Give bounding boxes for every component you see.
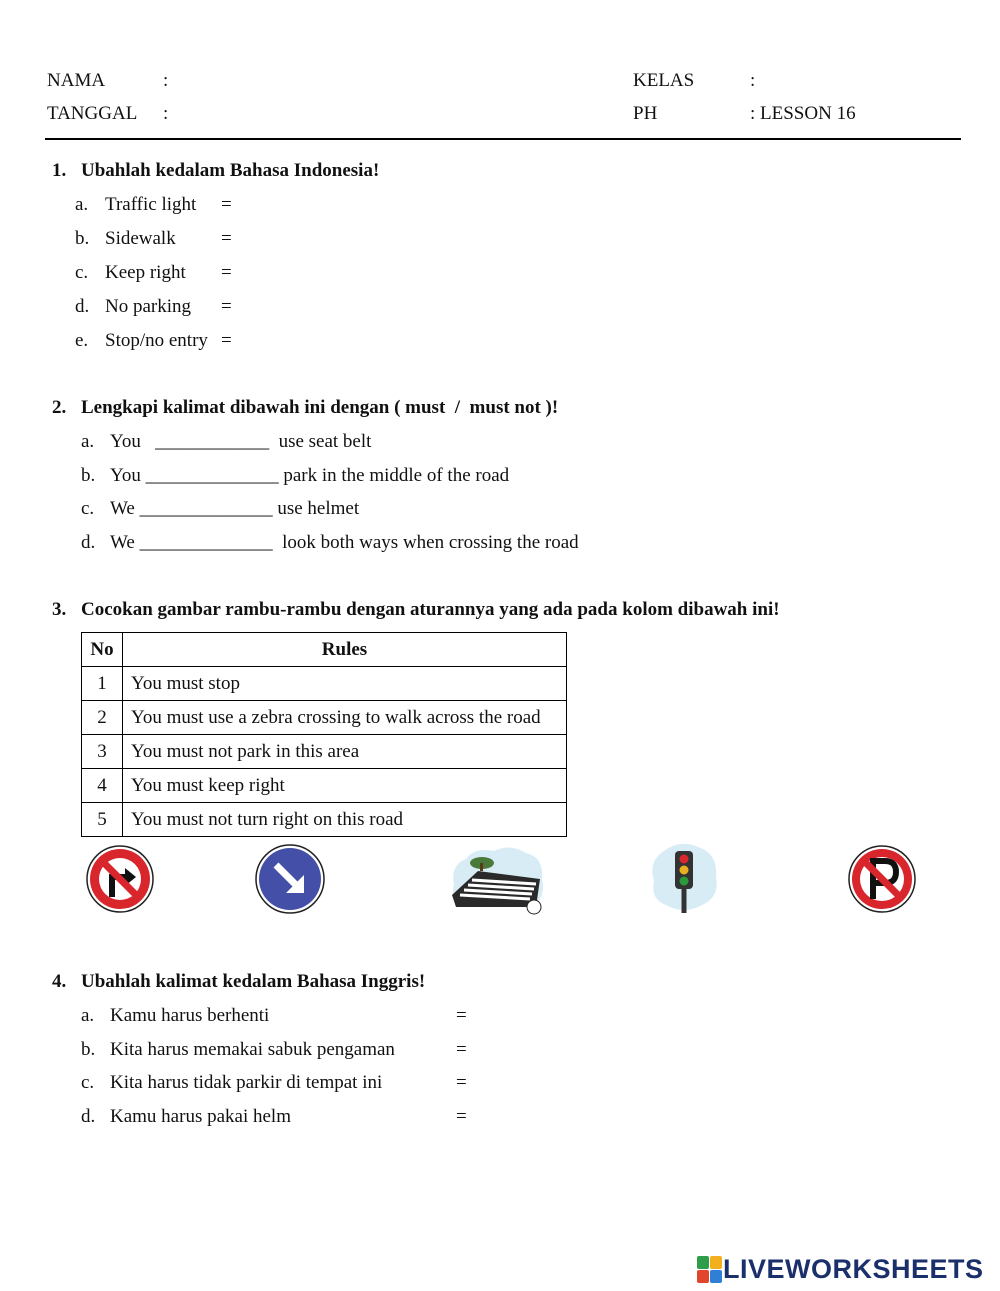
q2-item-text: We ______________ look both ways when crossing the road [110,532,579,553]
tanggal-label: TANGGAL [47,103,138,124]
q4-item-letter: b. [81,1039,96,1060]
kelas-colon: : [750,70,756,91]
q1-item-equals: = [221,330,232,351]
traffic-light-icon [646,841,722,917]
liveworksheets-logo [697,1254,984,1285]
q1-item-equals: = [221,262,232,283]
liveworksheets-logo-icon [697,1256,723,1284]
q1-item-letter: d. [75,296,90,317]
table-header-no: No [82,633,123,667]
q1-item-equals: = [221,228,232,249]
q1-item-equals: = [221,296,232,317]
table-row [82,803,567,837]
table-row [82,769,567,803]
table-row [82,701,567,735]
q4-item-text: Kita harus tidak parkir di tempat ini [110,1072,383,1093]
q1-item-text: Keep right [105,262,186,283]
q4-number: 4. [52,971,67,992]
no-right-turn-sign-icon [82,843,158,915]
q1-item-text: No parking [105,296,192,317]
q2-number: 2. [52,397,67,418]
nama-colon: : [163,70,169,91]
q1-item-letter: e. [75,330,89,351]
table-cell-no: 1 [82,667,123,701]
tanggal-colon: : [163,103,169,124]
table-row [82,735,567,769]
q4-item-equals: = [456,1005,467,1026]
q1-item-text: Stop/no entry [105,330,208,351]
table-header-rules: Rules [123,633,567,667]
q2-item-text: You ____________ use seat belt [110,431,372,452]
kelas-label: KELAS [633,70,695,91]
table-header-row [82,633,567,667]
q1-item-text: Sidewalk [105,228,176,249]
table-cell-no: 5 [82,803,123,837]
no-parking-sign-icon [844,843,920,915]
q2-title: Lengkapi kalimat dibawah ini dengan ( must / must not )! [81,397,559,418]
q4-item-equals: = [456,1039,467,1060]
q4-item-text: Kamu harus berhenti [110,1005,270,1026]
table-cell-rule: You must not turn right on this road [123,803,567,837]
nama-label: NAMA [47,70,106,91]
q4-item-letter: c. [81,1072,95,1093]
q2-item-letter: b. [81,465,96,486]
table-cell-rule: You must stop [123,667,567,701]
q2-item-text: We ______________ use helmet [110,498,360,519]
table-cell-no: 3 [82,735,123,769]
q1-item-equals: = [221,194,232,215]
table-cell-no: 2 [82,701,123,735]
q1-item-letter: b. [75,228,90,249]
header-divider [45,138,961,140]
q1-title: Ubahlah kedalam Bahasa Indonesia! [81,160,380,181]
q1-item-letter: a. [75,194,89,215]
q2-item-letter: d. [81,532,96,553]
liveworksheets-logo-text: LIVEWORKSHEETS [723,1254,984,1284]
table-cell-rule: You must not park in this area [123,735,567,769]
q4-title: Ubahlah kalimat kedalam Bahasa Inggris! [81,971,426,992]
q2-item-letter: a. [81,431,95,452]
q3-number: 3. [52,599,67,620]
zebra-crossing-icon [448,845,546,917]
q3-title: Cocokan gambar rambu-rambu dengan aturannya yang ada pada kolom dibawah ini! [81,599,780,620]
table-cell-no: 4 [82,769,123,803]
table-row [82,667,567,701]
ph-value: : LESSON 16 [750,103,856,124]
rules-table [81,632,567,837]
q4-item-equals: = [456,1106,467,1127]
q4-item-text: Kita harus memakai sabuk pengaman [110,1039,395,1060]
q1-item-text: Traffic light [105,194,197,215]
table-cell-rule: You must keep right [123,769,567,803]
ph-label: PH [633,103,658,124]
q1-item-letter: c. [75,262,89,283]
q4-item-letter: a. [81,1005,95,1026]
q2-item-letter: c. [81,498,95,519]
keep-right-sign-icon [252,843,328,915]
q4-item-equals: = [456,1072,467,1093]
q4-item-letter: d. [81,1106,96,1127]
q4-item-text: Kamu harus pakai helm [110,1106,291,1127]
table-cell-rule: You must use a zebra crossing to walk across the road [123,701,567,735]
q1-number: 1. [52,160,67,181]
q2-item-text: You ______________ park in the middle of the road [110,465,510,486]
